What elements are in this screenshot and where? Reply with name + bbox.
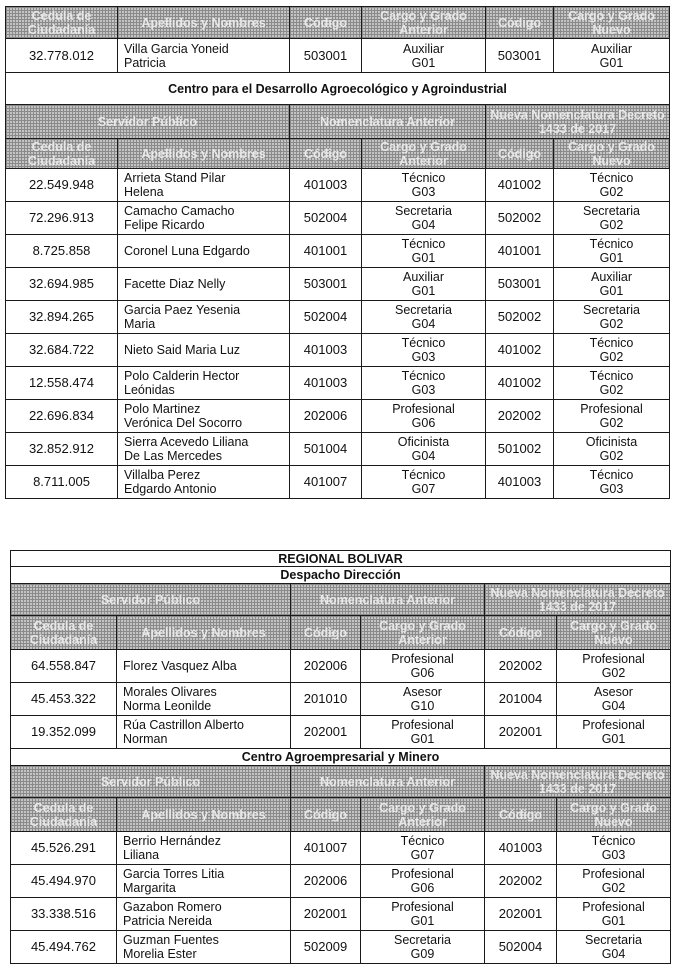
cell-line: Gazabon Romero <box>123 900 222 914</box>
cell-line: G02 <box>601 666 626 680</box>
cell-cargo-anterior <box>361 832 485 865</box>
cell-line: G01 <box>599 284 624 298</box>
header-cedula: Cedula de Ciudadanía <box>6 139 118 169</box>
cell-line: G02 <box>599 317 624 331</box>
header-nueva-nomenclatura: Nueva Nomenclatura Decreto 1433 de 2017 <box>485 584 671 616</box>
cell-cargo-anterior <box>361 898 485 931</box>
cell-cargo-anterior <box>362 466 486 499</box>
cell-codigo-nuevo: 502004 <box>485 931 557 964</box>
header-cargo-nuevo: Cargo y Grado Nuevo <box>557 616 671 650</box>
cell-cargo-anterior <box>362 367 486 400</box>
table-row <box>11 898 671 931</box>
cell-cargo-nuevo <box>554 334 670 367</box>
table-row <box>11 650 671 683</box>
cell-line: G01 <box>599 55 624 70</box>
cell-line: G10 <box>410 699 435 713</box>
cell-line: Margarita <box>123 881 176 895</box>
cell-nombre <box>118 367 290 400</box>
cell-line: Asesor <box>403 685 442 699</box>
cell-line: Técnico <box>401 171 446 185</box>
cell-cargo-nuevo <box>554 400 670 433</box>
header-cargo-anterior: Cargo y Grado Anterior <box>362 139 486 169</box>
group-header-row <box>11 766 671 798</box>
cell-line: Florez Vasquez Alba <box>123 659 237 673</box>
cell-line: Técnico <box>589 369 634 383</box>
cell-line: G07 <box>411 482 436 496</box>
cell-line: Garcia Paez Yesenia <box>124 303 241 317</box>
cell-cargo-nuevo <box>554 301 670 334</box>
cell-codigo-anterior: 401007 <box>290 466 362 499</box>
cell-line: Auxiliar <box>591 270 632 284</box>
header-servidor-publico: Servidor Público <box>11 766 291 798</box>
cell-line: G04 <box>601 947 626 961</box>
cell-line: Felipe Ricardo <box>124 218 205 232</box>
cell-cedula: 19.352.099 <box>11 716 117 749</box>
cell-line: G06 <box>410 666 435 680</box>
cell-line: G02 <box>599 350 624 364</box>
header-apellidos: Apellidos y Nombres <box>118 139 290 169</box>
cell-line: Profesional <box>582 867 645 881</box>
cell-cargo-anterior <box>361 716 485 749</box>
cell-line: G03 <box>411 350 436 364</box>
cell-nombre <box>118 202 290 235</box>
cell-line: Secretaria <box>583 204 640 218</box>
header-codigo-anterior: Código <box>290 139 362 169</box>
cell-codigo-anterior: 201010 <box>291 683 361 716</box>
header-codigo-nuevo: Código <box>485 616 557 650</box>
header-cargo-nuevo: Cargo y Grado Nuevo <box>554 7 670 39</box>
cell-cargo-anterior <box>362 235 486 268</box>
cell-line: Sierra Acevedo Liliana <box>124 435 249 449</box>
cell-line: Coronel Luna Edgardo <box>124 244 250 258</box>
cell-cargo-anterior <box>362 39 486 73</box>
cell-cedula: 33.338.516 <box>11 898 117 931</box>
table-row <box>11 716 671 749</box>
cell-line: Norma Leonilde <box>123 699 212 713</box>
cell-line: Liliana <box>123 848 160 862</box>
cell-nombre <box>118 400 290 433</box>
cell-line: Oficinista <box>397 435 450 449</box>
cell-cargo-nuevo <box>557 650 671 683</box>
cell-cedula: 32.894.265 <box>6 301 118 334</box>
header-nomenclatura-anterior: Nomenclatura Anterior <box>290 105 486 139</box>
cell-cedula: 32.684.722 <box>6 334 118 367</box>
regional-title: REGIONAL BOLIVAR <box>11 551 671 567</box>
cell-codigo-nuevo: 202001 <box>485 716 557 749</box>
header-cedula: Cedula de Ciudadanía <box>6 7 118 39</box>
header-codigo-nuevo: Código <box>486 139 554 169</box>
cell-line: Secretaria <box>395 204 452 218</box>
cell-nombre <box>118 334 290 367</box>
cell-line: G09 <box>410 947 435 961</box>
cell-nombre <box>118 466 290 499</box>
cell-codigo-nuevo: 502002 <box>486 301 554 334</box>
header-codigo-anterior: Código <box>290 7 362 39</box>
cell-nombre <box>118 433 290 466</box>
cell-line: Técnico <box>589 336 634 350</box>
cell-nombre <box>118 268 290 301</box>
cell-codigo-anterior: 202001 <box>291 716 361 749</box>
cell-codigo-anterior: 202006 <box>291 650 361 683</box>
column-header-row <box>6 7 670 39</box>
cell-codigo-anterior: 401003 <box>290 367 362 400</box>
cell-codigo-nuevo: 401002 <box>486 367 554 400</box>
cell-line: G01 <box>410 914 435 928</box>
cell-cargo-nuevo <box>554 169 670 202</box>
cell-line: Rúa Castrillon Alberto <box>123 718 244 732</box>
table-row <box>11 683 671 716</box>
cell-codigo-anterior: 401003 <box>290 334 362 367</box>
header-nomenclatura-anterior: Nomenclatura Anterior <box>291 584 485 616</box>
cell-line: Profesional <box>580 402 643 416</box>
cell-line: G01 <box>411 251 436 265</box>
cell-line: Asesor <box>594 685 633 699</box>
cell-line: Técnico <box>589 237 634 251</box>
cell-line: Técnico <box>401 237 446 251</box>
cell-nombre <box>117 650 291 683</box>
cell-line: G02 <box>599 449 624 463</box>
group-header-row <box>6 105 670 139</box>
cell-codigo-nuevo: 501002 <box>486 433 554 466</box>
cell-codigo-anterior: 401001 <box>290 235 362 268</box>
header-codigo-nuevo: Código <box>486 7 554 39</box>
cell-line: G01 <box>599 251 624 265</box>
header-cedula: Cedula de Ciudadanía <box>11 798 117 832</box>
cell-line: Patricia Nereida <box>123 914 212 928</box>
cell-nombre <box>117 716 291 749</box>
table-row <box>6 466 670 499</box>
cell-line: Profesional <box>391 900 454 914</box>
cell-codigo-nuevo: 202002 <box>485 865 557 898</box>
cell-cargo-nuevo <box>554 202 670 235</box>
cell-cargo-anterior <box>362 433 486 466</box>
cell-line: Técnico <box>400 834 445 848</box>
cell-codigo-anterior: 503001 <box>290 268 362 301</box>
table-regional-bolivar <box>10 550 671 964</box>
cell-cedula: 8.711.005 <box>6 466 118 499</box>
cell-line: G03 <box>599 482 624 496</box>
cell-line: Profesional <box>391 867 454 881</box>
cell-line: Secretaria <box>585 933 642 947</box>
header-cargo-nuevo: Cargo y Grado Nuevo <box>554 139 670 169</box>
table-row <box>6 301 670 334</box>
cell-line: Secretaria <box>394 933 451 947</box>
section-title: Centro para el Desarrollo Agroecológico y Agroindustrial <box>6 73 670 105</box>
cell-codigo-anterior: 202006 <box>291 865 361 898</box>
table-row <box>6 268 670 301</box>
cell-cedula: 45.526.291 <box>11 832 117 865</box>
section-title: Centro Agroempresarial y Minero <box>11 749 671 766</box>
cell-line: Polo Martinez <box>124 402 201 416</box>
cell-cargo-anterior <box>362 301 486 334</box>
cell-codigo-nuevo: 401003 <box>486 466 554 499</box>
cell-line: Nieto Said Maria Luz <box>124 343 241 357</box>
cell-line: Polo Calderin Hector <box>124 369 240 383</box>
section-title-row <box>11 567 671 584</box>
cell-line: Oficinista <box>585 435 638 449</box>
cell-line: De Las Mercedes <box>124 449 222 463</box>
cell-line: Leónidas <box>124 383 175 397</box>
cell-line: Helena <box>124 185 164 199</box>
cell-codigo-anterior: 502009 <box>291 931 361 964</box>
cell-line: G03 <box>601 848 626 862</box>
section-title-row <box>6 73 670 105</box>
table-row <box>6 400 670 433</box>
cell-cargo-anterior <box>362 268 486 301</box>
cell-codigo-nuevo: 201004 <box>485 683 557 716</box>
cell-nombre <box>118 235 290 268</box>
cell-line: Edgardo Antonio <box>124 482 217 496</box>
cell-line: Villa Garcia Yoneid <box>124 41 229 56</box>
header-nueva-nomenclatura: Nueva Nomenclatura Decreto 1433 de 2017 <box>485 766 671 798</box>
cell-line: Morales Olivares <box>123 685 217 699</box>
column-header-row <box>6 139 670 169</box>
cell-line: G06 <box>411 416 436 430</box>
cell-codigo-anterior: 501004 <box>290 433 362 466</box>
cell-line: G02 <box>599 185 624 199</box>
cell-line: Profesional <box>391 652 454 666</box>
cell-cargo-nuevo <box>557 931 671 964</box>
cell-cargo-nuevo <box>557 832 671 865</box>
cell-line: G02 <box>599 218 624 232</box>
header-nomenclatura-anterior: Nomenclatura Anterior <box>291 766 485 798</box>
cell-cargo-anterior <box>361 683 485 716</box>
cell-nombre <box>118 39 290 73</box>
cell-cedula: 45.494.762 <box>11 931 117 964</box>
cell-line: Verónica Del Socorro <box>124 416 243 430</box>
cell-cedula: 8.725.858 <box>6 235 118 268</box>
cell-line: G04 <box>411 449 436 463</box>
cell-nombre <box>117 898 291 931</box>
cell-cargo-anterior <box>361 931 485 964</box>
cell-line: Técnico <box>401 468 446 482</box>
cell-codigo-anterior: 202001 <box>291 898 361 931</box>
cell-line: G01 <box>411 55 436 70</box>
cell-codigo-nuevo: 503001 <box>486 268 554 301</box>
cell-cedula: 64.558.847 <box>11 650 117 683</box>
cell-cargo-nuevo <box>557 683 671 716</box>
cell-line: Villalba Perez <box>124 468 201 482</box>
cell-line: G04 <box>411 218 436 232</box>
cell-line: Maria <box>124 317 156 331</box>
group-header-row <box>11 584 671 616</box>
cell-cargo-nuevo <box>554 367 670 400</box>
column-header-row <box>11 616 671 650</box>
cell-codigo-anterior: 401007 <box>291 832 361 865</box>
cell-codigo-nuevo: 503001 <box>486 39 554 73</box>
cell-cargo-nuevo <box>557 865 671 898</box>
cell-line: Profesional <box>391 718 454 732</box>
cell-line: Técnico <box>589 468 634 482</box>
header-cargo-anterior: Cargo y Grado Anterior <box>361 616 485 650</box>
cell-line: Secretaria <box>583 303 640 317</box>
cell-cargo-anterior <box>362 400 486 433</box>
table-row <box>6 334 670 367</box>
cell-line: Berrio Hernández <box>123 834 221 848</box>
cell-line: G04 <box>601 699 626 713</box>
table-row <box>6 235 670 268</box>
cell-line: Morelia Ester <box>123 947 197 961</box>
cell-cargo-anterior <box>361 650 485 683</box>
header-apellidos: Apellidos y Nombres <box>117 616 291 650</box>
cell-cargo-anterior <box>362 334 486 367</box>
cell-line: Profesional <box>582 652 645 666</box>
cell-line: G01 <box>411 284 436 298</box>
cell-cargo-anterior <box>361 865 485 898</box>
cell-codigo-anterior: 502004 <box>290 301 362 334</box>
cell-line: G01 <box>601 914 626 928</box>
cell-line: Facette Diaz Nelly <box>124 277 226 291</box>
cell-cargo-nuevo <box>554 268 670 301</box>
cell-line: Camacho Camacho <box>124 204 235 218</box>
cell-line: Profesional <box>582 718 645 732</box>
table-row <box>11 865 671 898</box>
cell-line: G02 <box>601 881 626 895</box>
table-row <box>11 931 671 964</box>
cell-codigo-nuevo: 502002 <box>486 202 554 235</box>
cell-line: Garcia Torres Litia <box>123 867 225 881</box>
cell-line: Auxiliar <box>403 41 444 56</box>
cell-codigo-anterior: 202006 <box>290 400 362 433</box>
cell-cargo-nuevo <box>554 39 670 73</box>
cell-line: Profesional <box>582 900 645 914</box>
header-codigo-nuevo: Código <box>485 798 557 832</box>
header-cargo-anterior: Cargo y Grado Anterior <box>362 7 486 39</box>
table-regional-section-1 <box>5 6 670 499</box>
cell-line: Secretaria <box>395 303 452 317</box>
header-codigo-anterior: Código <box>291 798 361 832</box>
cell-cedula: 22.549.948 <box>6 169 118 202</box>
cell-nombre <box>117 931 291 964</box>
header-apellidos: Apellidos y Nombres <box>117 798 291 832</box>
cell-codigo-nuevo: 401003 <box>485 832 557 865</box>
cell-line: Técnico <box>589 171 634 185</box>
header-nueva-nomenclatura: Nueva Nomenclatura Decreto 1433 de 2017 <box>486 105 670 139</box>
cell-cargo-nuevo <box>554 433 670 466</box>
cell-line: Auxiliar <box>591 41 632 56</box>
header-servidor-publico: Servidor Público <box>11 584 291 616</box>
cell-line: Patricia <box>124 55 166 70</box>
cell-codigo-nuevo: 401002 <box>486 334 554 367</box>
cell-line: G02 <box>599 383 624 397</box>
cell-line: G06 <box>410 881 435 895</box>
table-row <box>6 367 670 400</box>
cell-cargo-nuevo <box>554 235 670 268</box>
cell-cargo-anterior <box>362 169 486 202</box>
table-row <box>6 202 670 235</box>
cell-nombre <box>117 832 291 865</box>
cell-codigo-nuevo: 202002 <box>485 650 557 683</box>
cell-line: Profesional <box>392 402 455 416</box>
header-cedula: Cedula de Ciudadanía <box>11 616 117 650</box>
cell-nombre <box>118 169 290 202</box>
cell-cedula: 45.453.322 <box>11 683 117 716</box>
cell-cargo-anterior <box>362 202 486 235</box>
cell-nombre <box>118 301 290 334</box>
cell-line: Guzman Fuentes <box>123 933 219 947</box>
cell-line: Técnico <box>591 834 636 848</box>
table-row <box>6 169 670 202</box>
cell-line: G01 <box>410 732 435 746</box>
cell-line: G07 <box>410 848 435 862</box>
table-row <box>6 433 670 466</box>
cell-cargo-nuevo <box>557 898 671 931</box>
cell-cedula: 72.296.913 <box>6 202 118 235</box>
table-row <box>6 39 670 73</box>
cell-cargo-nuevo <box>557 716 671 749</box>
cell-line: Técnico <box>401 336 446 350</box>
cell-line: Técnico <box>401 369 446 383</box>
cell-nombre <box>117 683 291 716</box>
cell-line: G01 <box>601 732 626 746</box>
cell-codigo-anterior: 503001 <box>290 39 362 73</box>
cell-line: Norman <box>123 732 168 746</box>
cell-codigo-anterior: 502004 <box>290 202 362 235</box>
header-servidor-publico: Servidor Público <box>6 105 290 139</box>
cell-cedula: 32.778.012 <box>6 39 118 73</box>
cell-nombre <box>117 865 291 898</box>
cell-line: G03 <box>411 185 436 199</box>
cell-line: G02 <box>599 416 624 430</box>
cell-line: Auxiliar <box>403 270 444 284</box>
header-apellidos: Apellidos y Nombres <box>118 7 290 39</box>
section-title-row <box>11 749 671 766</box>
cell-line: G03 <box>411 383 436 397</box>
cell-codigo-anterior: 401003 <box>290 169 362 202</box>
cell-cedula: 22.696.834 <box>6 400 118 433</box>
cell-line: Arrieta Stand Pilar <box>124 171 226 185</box>
header-codigo-anterior: Código <box>291 616 361 650</box>
cell-codigo-nuevo: 401001 <box>486 235 554 268</box>
cell-cedula: 32.694.985 <box>6 268 118 301</box>
table-row <box>11 832 671 865</box>
cell-codigo-nuevo: 401002 <box>486 169 554 202</box>
cell-cedula: 32.852.912 <box>6 433 118 466</box>
column-header-row <box>11 798 671 832</box>
section-title: Despacho Dirección <box>11 567 671 584</box>
cell-cedula: 45.494.970 <box>11 865 117 898</box>
regional-title-row <box>11 551 671 567</box>
header-cargo-anterior: Cargo y Grado Anterior <box>361 798 485 832</box>
cell-codigo-nuevo: 202001 <box>485 898 557 931</box>
cell-cargo-nuevo <box>554 466 670 499</box>
cell-cedula: 12.558.474 <box>6 367 118 400</box>
header-cargo-nuevo: Cargo y Grado Nuevo <box>557 798 671 832</box>
cell-codigo-nuevo: 202002 <box>486 400 554 433</box>
cell-line: G04 <box>411 317 436 331</box>
